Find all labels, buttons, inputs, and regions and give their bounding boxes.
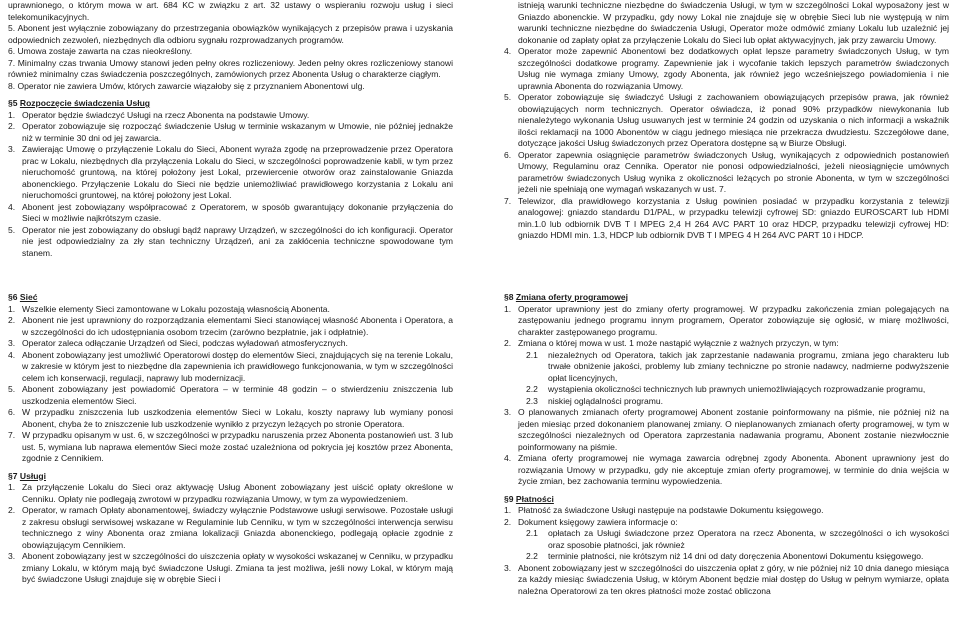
paragraph-8: 8. Operator nie zawiera Umów, których zawarcie wiązałoby się z przyznaniem Abonentowi ulg. xyxy=(8,80,365,91)
section-title: Sieć xyxy=(19,292,38,302)
section-number: §8 xyxy=(504,292,514,302)
list-item: 7. Telewizor, dla prawidłowego korzystania z Usług powinien posiadać w przypadku korzystania z telewizji analogowej: gniazdo standardu D1/PAL, w przypadku telewizji cyfrowej SD: gniazdo EUROSCART lub HDMI min.1.0 lub odbiornik DVB T I MPEG 2,4 H 264 AVC PART 10 oraz HDCP, przypadku telewizji cyfrowej HD: gniazdo HDMI min. 1.3, HDCP lub odbiornik DVB T I MPEG 4 H 264 AVC PART 10 i HDCP. xyxy=(504,195,949,240)
section-number: §6 xyxy=(8,292,18,302)
list-item: 3. Abonent zobowiązany jest w szczególności do uiszczenia opłat z góry, w nie później niż 10 dnia danego miesiąca za każdy miesiąc świadczenia Usług, w którym Abonent będzie miał dostęp do Usług w pełnym wymiarze, opłata należna Operatorowi za ten okres płatności może zostać obliczona xyxy=(504,562,949,596)
paragraph: istnieją warunki techniczne niezbędne do świadczenia Usługi, w tym w szczególności Lokal wyposażony jest w Gniazdo abonenckie. W przypadku, gdy nowy Lokal nie znajduje się w obrębie Sieci lub nie występują w nim warunki techniczne niezbędne do świadczenia Usługi, Operator może odmówić zmiany Lokalu lub uzależnić jej dokonanie od zapłaty opłat za przyłączenie Lokalu do Sieci lub opłat aktywacyjnych, jak przy zawarciu Umowy. xyxy=(518,0,949,45)
section-title: Płatności xyxy=(515,493,554,504)
list-item: 3. Zawierając Umowę o przyłączenie Lokalu do Sieci, Abonent wyraża zgodę na przeprowadzenie przez Operatora prac w Lokalu, niezbędnych dla przyłączenia Lokalu do Sieci, w szczególności poprowadzenie kabli, w tym przez nieruchomość gruntową, na której położony jest Lokal, przewiercenie otworów oraz zainstalowanie Gniazda abonenckiego. Przyłączenie Lokalu do Sieci nie będzie uniemożliwiać prawidłowego korzystania z Lokalu ani nieruchomości gruntowej, na której położony jest Lokal. xyxy=(8,144,453,200)
list-item: 1. Za przyłączenie Lokalu do Sieci oraz aktywację Usług Abonent zobowiązany jest uiścić opłaty określone w Cenniku. Opłaty nie podlegają zwrotowi w przypadku rozwiązania Umowy, w tym za wypowiedzeniem. xyxy=(8,482,453,504)
section-title: Rozpoczęcie świadczenia Usług xyxy=(19,98,151,108)
paragraph-7-rest: Jeden pełny okres rozliczeniowy stanowi również minimalny czas świadczenia poszczególnych, zamówionych przez Abonenta Usług o charakterze ciągłym. xyxy=(8,57,453,79)
list-item: 7. W przypadku opisanym w ust. 6, w szczególności w przypadku naruszenia przez Abonenta postanowień ust. 3 lub ust. 5, wymiana lub naprawa elementów Sieci może zostać uzależniona od pokrycia jej kosztów przez Abonenta, zgodnie z Cennikiem. xyxy=(8,430,453,463)
list-item: 4. Abonent zobowiązany jest umożliwić Operatorowi dostęp do elementów Sieci, znajdujących się na terenie Lokalu, w zakresie w którym jest to niezbędne dla zapewnienia ich prawidłowego funkcjonowania, w tym w szczególności celem ich konserwacji, regulacji, naprawy lub modernizacji. xyxy=(8,349,453,383)
column-top-left xyxy=(8,0,453,259)
list-item: 2. Abonent nie jest uprawniony do rozporządzania elementami Sieci stanowiącej własność Abonenta i Operatora, a w szczególności do ich udostępniania osobom trzecim (zarówno bezpłatnie, jak i odpłatnie). xyxy=(8,315,453,337)
section-9-heading xyxy=(504,494,949,506)
list-item: 1. Wszelkie elementy Sieci zamontowane w Lokalu pozostają własnością Abonenta. xyxy=(8,303,330,314)
sub-list-item: 2.1 opłatach za Usługi świadczone przez Operatora na rzecz Abonenta, w szczególności o ich wysokości oraz sposobie płatności, jak również xyxy=(526,528,949,550)
sub-list-item: 2.2 terminie płatności, nie krótszym niż 14 dni od daty doręczenia Abonentowi Dokumentu księgowego. xyxy=(526,551,924,561)
paragraph-7-lead: 7. Minimalny czas trwania Umowy stanowi jeden pełny okres rozliczeniowy. xyxy=(8,57,296,68)
list-item: 6. W przypadku zniszczenia lub uszkodzenia elementów Sieci w Lokalu, koszty naprawy lub wymiany ponosi Abonent, chyba że to zniszczenie lub uszkodzenie wynikło z przyczyn leżących po stronie Operatora. xyxy=(8,407,453,429)
column-bottom-left xyxy=(8,292,453,586)
paragraph: 6. Umowa zostaje zawarta na czas nieokreślony. xyxy=(8,46,193,56)
list-item: 5. Operator nie jest zobowiązany do obsługi bądź naprawy Urządzeń, w szczególności do ich konfiguracji. Operator nie jest odpowiedzialny za zły stan techniczny Urządzeń, ani za zakłócenia techniczne spowodowane tym stanem. xyxy=(8,224,453,258)
list-item: 2. Dokument księgowy zawiera informacje o: xyxy=(504,516,678,527)
list-item: 3. Operator zaleca odłączanie Urządzeń od Sieci, podczas wyładowań atmosferycznych. xyxy=(8,338,348,348)
section-title: Zmiana oferty programowej xyxy=(515,292,628,302)
list-item: 4. Abonent jest zobowiązany współpracować z Operatorem, w sposób gwarantujący dokonanie przyłączenia do Sieci w możliwie najkrótszym czasie. xyxy=(8,201,453,223)
list-item: 1. Operator będzie świadczyć Usługi na rzecz Abonenta na podstawie Umowy. xyxy=(8,109,310,120)
list-item: 2. Operator zobowiązuje się rozpocząć świadczenie Usług w terminie wskazanym w Umowie, nie później jednakże niż w terminie 30 dni od jej zawarcia. xyxy=(8,121,453,143)
list-item: 4. Zmiana oferty programowej nie wymaga zawarcia odrębnej zgody Abonenta. Abonent uprawniony jest do rozwiązania Umowy w przypadku, gdy nie akceptuje zmian oferty programowej, w terminie do dnia wejścia w życie zmian, bez zachowania terminu wypowiedzenia. xyxy=(504,453,949,486)
section-title: Usługi xyxy=(19,470,47,481)
paragraph: 5. Abonent jest wyłącznie zobowiązany do przestrzegania obowiązków wynikających z przepisów prawa i uzyskania odpowiednich zezwoleń, niezbędnych dla odbioru sygnału rozprowadzanych programów. xyxy=(8,23,453,45)
paragraph: uprawnionego, o którym mowa w art. 684 KC w związku z art. 32 ustawy o wspieraniu rozwoju usług i sieci telekomunikacyjnych. xyxy=(8,0,453,22)
list-item: 6. Operator zapewnia osiągnięcie parametrów świadczonych Usług, wynikających z odpowiednich postanowień Umowy, Regulaminu oraz Cennika. Operator nie ponosi odpowiedzialności, jeżeli nieosiągnięcie umównych parametrów świadczonych Usług wynika z okoliczności leżących po stronie Abonenta, w tym w szczególności jeżeli nie spełniają one wymagań wskazanych w ust. 7. xyxy=(504,149,949,194)
sub-list-item: 2.3 niskiej oglądalności programu. xyxy=(526,395,663,406)
section-number: §9 xyxy=(504,493,514,504)
list-item: 2. Zmiana o której mowa w ust. 1 może nastąpić wyłącznie z ważnych przyczyn, w tym: xyxy=(504,338,839,348)
list-item: 5. Operator zobowiązuje się świadczyć Usługi z zachowaniem obowiązujących przepisów prawa, jak również obowiązujących norm technicznych. Operator oświadcza, iż ponad 90% przypadków niewykonania lub nienależytego wykonania Usług usuwanych jest w terminie 24 godzin od uzyskania o nich informacji a wskaźnik ilości reklamacji na 1000 Abonentów w ciągu jednego miesiąca nie przekracza dwudziestu. Szczegółowe dane, dotyczące jakości Usług świadczonych przez Operatora dostępne są w Biurze Obsługi. xyxy=(504,92,949,148)
section-7-heading xyxy=(8,471,453,483)
sub-list-item: 2.1 niezależnych od Operatora, takich jak zaprzestanie nadawania programu, zmiana jego charakteru lub trwałe obniżenie jakości, problemy lub zmiany techniczne po stronie nadawcy, nadmierne podwyższenie opłat licencyjnych, xyxy=(526,349,949,383)
column-bottom-right xyxy=(504,292,949,597)
list-item: 2. Operator, w ramach Opłaty abonamentowej, świadczy wyłącznie Podstawowe usługi serwisowe. Pozostałe usługi z zakresu obsługi serwisowej wskazane w Regulaminie lub Cenniku, w tym w szczególności interwencja serwisu technicznego z winy Abonenta oraz zmiana lokalizacji Gniazda abonenckiego, podlegają opłacie zgodnie z obowiązującym Cennikiem. xyxy=(8,505,453,550)
list-item: 1. Płatność za świadczone Usługi następuje na podstawie Dokumentu księgowego. xyxy=(504,505,824,515)
list-item: 1. Operator uprawniony jest do zmiany oferty programowej. W przypadku zakończenia zmian polegających na zastępowaniu jednego programu innym programem, Operator zobowiązuje się ogłosić, w miarę możliwości, charakter zastępowanego programu. xyxy=(504,303,949,337)
list-item: 5. Abonent zobowiązany jest powiadomić Operatora – w terminie 48 godzin – o stwierdzeniu zniszczenia lub uszkodzenia elementów Sieci. xyxy=(8,384,453,406)
paragraph-7 xyxy=(8,58,453,81)
section-number: §7 xyxy=(8,470,18,481)
list-item: 3. Abonent zobowiązany jest w szczególności do uiszczenia opłaty w wysokości wskazanej w Cenniku, w przypadku zmiany Lokalu, w którym mają być świadczone Usługi. Zmiana ta jest możliwa, jeśli nowy Lokal, w którym mają być świadczone Usługi znajduje się w obrębie Sieci i xyxy=(8,551,453,584)
section-5-heading xyxy=(8,98,453,110)
list-item: 3. O planowanych zmianach oferty programowej Abonent zostanie poinformowany na piśmie, nie później niż na jeden miesiąc przed dokonaniem planowanej zmiany. O nieplanowanych zmianach oferty programowej, w tym w szczególności niezależnych od Operatora zaprzestania nadawania programu, Abonent zostanie niezwłocznie poinformowany na piśmie. xyxy=(504,407,949,452)
sub-list-item: 2.2 wystąpienia okoliczności technicznych lub prawnych uniemożliwiających rozprowadzanie programu, xyxy=(526,384,926,394)
section-6-heading xyxy=(8,292,453,304)
list-item: 4. Operator może zapewnić Abonentowi bez dodatkowych opłat lepsze parametry świadczonych Usług, w tym szczególności dodatkowe programy. Zapewnienie jak i wycofanie takich lepszych parametrów świadczonych Usług nie wymaga zmiany Umowy, zgody Abonenta, jak również jego wcześniejszego powiadomienia i nie uprawnia Abonenta do rozwiązania Umowy. xyxy=(504,46,949,91)
column-top-right xyxy=(504,0,949,242)
section-8-heading xyxy=(504,292,949,304)
section-number: §5 xyxy=(8,98,18,108)
